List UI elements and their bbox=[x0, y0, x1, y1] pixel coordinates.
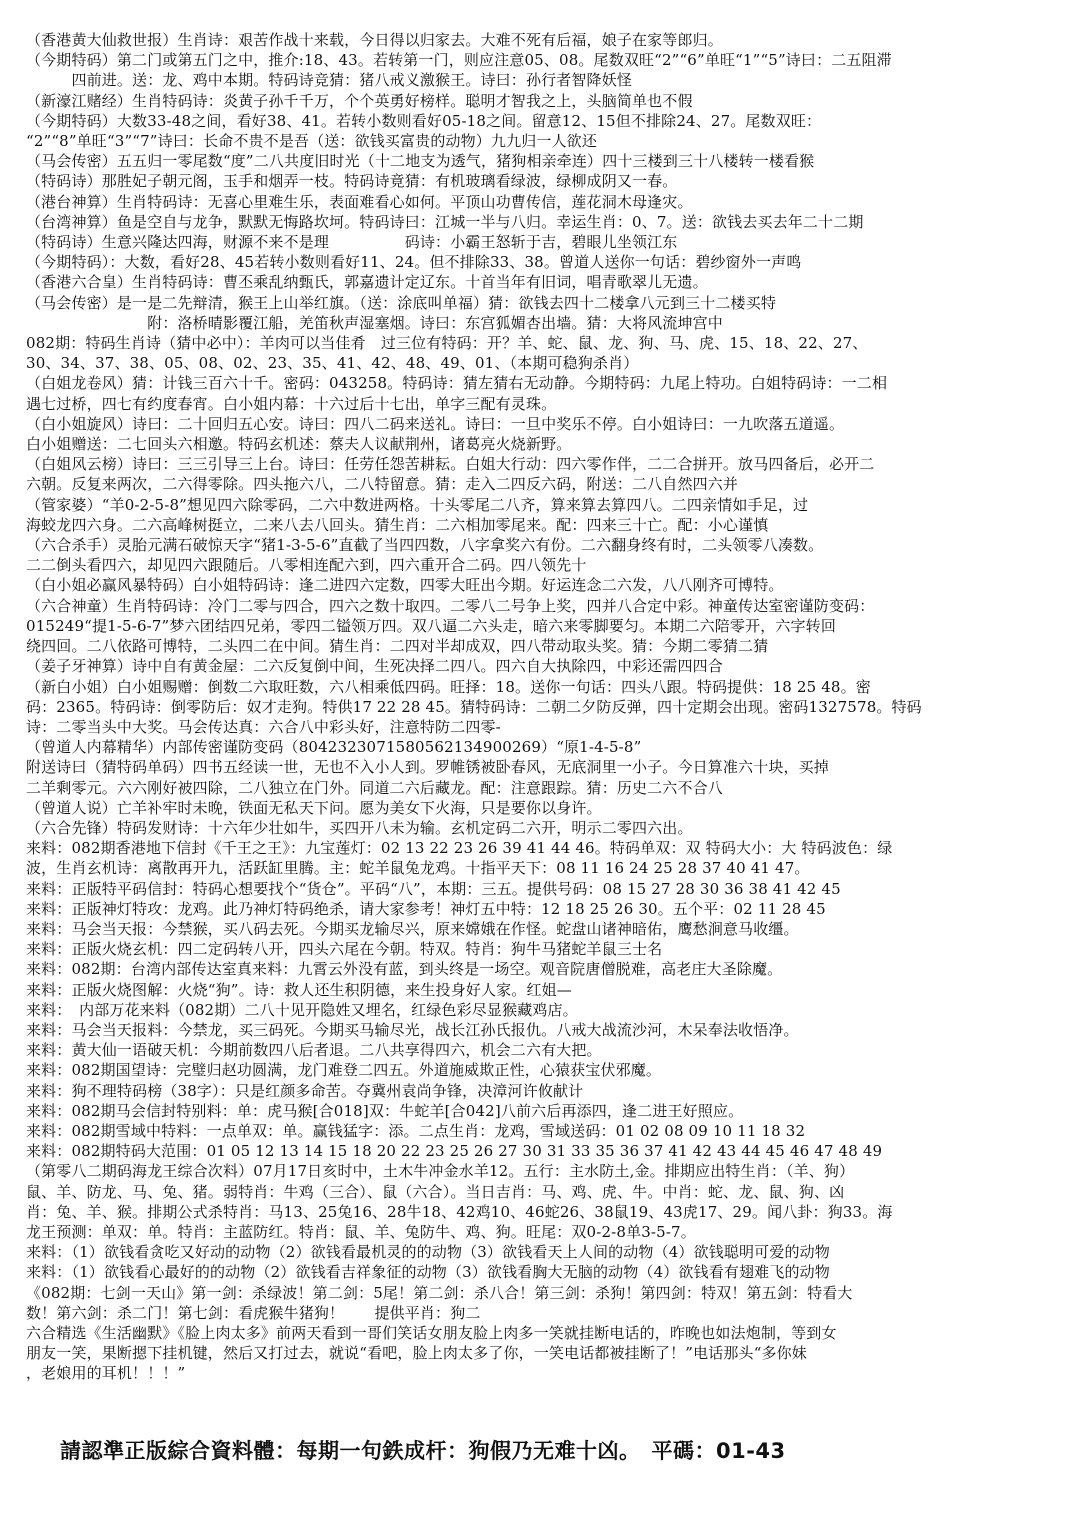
text-line: 六朝。反复来两次，二六得零除。四头拖六八，二八特留意。猜：走入二四反六码，附送：二八自然四六并 bbox=[26, 475, 739, 494]
text-line: （特码诗）那胜妃子朝元阁，玉手和烟弄一枝。特码诗竟猜：有机玻璃看绿波，绿柳成阴又一春。 bbox=[26, 172, 678, 191]
text-line: 来料：黄大仙一语破天机：今期前数四八后者退。二八共享得四六，机会二六有大把。 bbox=[26, 1041, 602, 1060]
text-line: 来料：082期：台湾内部传达室真来料：九霄云外没有蓝，到头终是一场空。观音院唐僧脱难，高老庄大圣除魔。 bbox=[26, 960, 783, 979]
text-line: 来料：正版火烧图解：火烧“狗”。诗：救人还生积阴德，来生投身好人家。红姐— bbox=[26, 980, 572, 999]
text-line: 015249“提1-5-6-7”梦六团结四兄弟，零四二镒领万四。双八逼二六头走，暗六来零脚要匀。本期二六陪零开，六字转回 bbox=[26, 616, 836, 635]
text-line: （港台神算）生肖特码诗：无喜心里难生乐，表面难看心如何。平顶山功曹传信，莲花洞木母逢灾。 bbox=[26, 192, 693, 211]
text-line: 绕四回。二八依路可博特，二头四二在中间。猜生肖：二四对半却成双，四八带动取头奖。猜：今期二零猜二猜 bbox=[26, 637, 769, 656]
text-line: 肖：兔、羊、猴。排期公式杀特肖：马13、25兔16、28牛18、42鸡10、46蛇26、38鼠19、43虎17、29。闻八卦：狗33。海 bbox=[26, 1202, 893, 1221]
text-line: 来料：正版火烧玄机：四二定码转八开，四头六尾在今朝。特双。特肖：狗牛马猪蛇羊鼠三士名 bbox=[26, 940, 663, 959]
text-line: 白小姐赠送：二七回头六相邀。特码玄机述：蔡夫人议献荆州，诸葛亮火烧新野。 bbox=[26, 435, 572, 454]
text-line: ，老娘用的耳机！！！” bbox=[26, 1364, 186, 1383]
text-line: 遇七过桥，四七有约度春宵。白小姐内幕：十六过后十七出，单字三配有灵珠。 bbox=[26, 394, 557, 413]
text-line: 二二倒头看四六，却见四六跟随后。八零相连配六到，四六重开合二码。四八领先十 bbox=[26, 556, 587, 575]
text-line: （今期特码）大数33-48之间，看好38、41。若转小数则看好05-18之间。留意12、15但不排除24、27。尾数双旺： bbox=[26, 111, 822, 130]
text-line: 六合精选《生活幽默》《脸上肉太多》前两天看到一哥们笑话女朋友脸上肉多一笑就挂断电话的，昨晚也如法炮制，等到女 bbox=[26, 1324, 837, 1342]
text-line: （白姐风云榜）诗曰：三三引导三上台。诗曰：任劳任怨苦耕耘。白姐大行动：四六零作伴，二二合拼开。放马四备后，必开二 bbox=[26, 455, 875, 474]
text-line: 海蛟龙四六身。二六高峰树挺立，二来八去八回头。猜生肖：二六相加零尾来。配：四来三十亡。配：小心谨慎 bbox=[26, 515, 769, 534]
text-line: （白姐龙卷风）猜：计钱三百六十千。密码：043258。特码诗：猜左猜右无动静。今期特码：九尾上特功。白姐特码诗：一二相 bbox=[26, 374, 888, 393]
text-line: （白小姐必赢风暴特码）白小姐特码诗：逢二进四六定数，四零大旺出今期。好运连念二六发，八八刚齐可博特。 bbox=[26, 576, 784, 595]
text-line: 诗：二零当头中大奖。马会传达真：六合八中彩头好，注意特防二四零- bbox=[26, 717, 501, 736]
text-line: 来料：狗不理特码榜（38字）：只是红颜多命苦。夺冀州袁尚争锋，决漳河许攸献计 bbox=[26, 1081, 584, 1100]
text-line: 来料：082期雪域中特料：一点单双：单。赢钱猛字：添。二点生肖：龙鸡，雪域送码：01 02 08 09 10 11 18 32 bbox=[26, 1121, 806, 1140]
text-line: （六合杀手）灵胎元满石破惊天字“猪1-3-5-6”直截了当四四数，八字拿奖六有份。二六翻身终有时，二头领零八凑数。 bbox=[26, 536, 824, 555]
text-line: 附：洛桥晴影覆江船，羌笛秋声湿塞烟。诗曰：东宫狐媚杏出墙。猜：大将风流坤宫中 bbox=[26, 313, 723, 332]
text-line: （今期特码）：大数，看好28、45若转小数则看好11、24。但不排除33、38。曾道人送你一句话：碧纱窗外一声鸣 bbox=[26, 253, 802, 272]
footer-banner: 請認準正版綜合資料體：每期一句鉄成杆：狗假乃无难十凶。 平碼：01-43 bbox=[60, 1439, 786, 1463]
text-line: 来料：082期香港地下信封《千王之王》：九宝莲灯：02 13 22 23 26 39 41 44 46。特码单双：双 特码大小：大 特码波色：绿 bbox=[26, 839, 893, 858]
text-line: “2”“8”单旺“3”“7”诗曰：长命不贵不是吾（送：欲钱买富贵的动物）九九归一人欲还 bbox=[26, 132, 597, 151]
text-line: （香港六合皇）生肖特码诗：曹丕乘乱纳甄氏，郭嘉遗计定辽东。十首当年有旧词，唱青歌翠儿无遗。 bbox=[26, 273, 708, 292]
text-line: 龙王预测：单双：单。特肖：主蓝防红。特肖：鼠、羊、兔防牛、鸡、狗。旺尾：双0-2-8单3-5-7。 bbox=[26, 1222, 696, 1241]
text-line: 30、34、37、38、05、08、02、23、35、41、42、48、49、01、（本期可稳狗杀肖） bbox=[26, 354, 639, 373]
text-line: 来料：（1）欲钱看心最好的的动物（2）欲钱看吉祥象征的动物（3）欲钱看胸大无脑的动物（4）欲钱看有翅难飞的动物 bbox=[26, 1263, 830, 1282]
text-line: 四前进。送：龙、鸡中本期。特码诗竞猜：猪八戒义激猴王。诗曰：孙行者智降妖怪 bbox=[26, 71, 633, 90]
text-line: 来料：正版神灯特攻：龙鸡。此乃神灯特码绝杀，请大家参考！神灯五中特：12 18 25 26 30。五个平：02 11 28 45 bbox=[26, 899, 826, 918]
text-line: 来料：正版特平码信封：特码心想要找个“货仓”。平码“八”，本期：三五。提供号码：08 15 27 28 30 36 38 41 42 45 bbox=[26, 879, 841, 898]
text-line: 来料：马会当天报：今禁猴，买八码去死。今期买龙输尽兴，原来嫦娥在作怪。蛇盘山诸神暗佑，鹰愁涧意马收缰。 bbox=[26, 919, 799, 938]
text-line: （曾道人说）亡羊补牢时未晚，铁面无私天下问。愿为美女下火海，只是要你以身许。 bbox=[26, 798, 602, 817]
text-line: （曾道人内幕精华）内部传密谨防变码（80423230715805621349002​69）“原1-4-5-8” bbox=[26, 738, 642, 757]
text-line: （马会传密）是一是二先辩清，猴王上山举红旗。（送：涂底叫单福）猜：欲钱去四十二楼拿八元到三十二楼买特 bbox=[26, 293, 777, 312]
text-line: 数！第六剑：杀二门！第七剑：看虎猴牛猪狗！ 提供平肖：狗二 bbox=[26, 1303, 481, 1322]
text-line: 082期：特码生肖诗（猜中必中）：羊肉可以当佳肴 过三位有特码：开？羊、蛇、鼠、龙、狗、马、虎、15、18、22、27、 bbox=[26, 334, 868, 353]
text-line: （白小姐旋风）诗曰：二十回归五心安。诗曰：四八二码来送礼。诗曰：一旦中奖乐不停。白小姐诗曰：一九吹落五道遥。 bbox=[26, 414, 845, 433]
text-line: （六合神童）生肖特码诗：冷门二零与四合，四六之数十取四。二零八二号争上奖，四并八合定中彩。神童传达室密谨防变码： bbox=[26, 596, 875, 615]
document-body bbox=[26, 30, 1056, 1384]
text-line: （六合先锋）特码发财诗：十六年少壮如牛，买四开八未为输。玄机定码二六开，明示二零四六出。 bbox=[26, 818, 693, 837]
text-line: 来料： 内部万花来料（082期）二八十见开隐姓又埋名，红绿色彩尽显猴藏鸡店。 bbox=[26, 1000, 578, 1019]
text-line: 朋友一笑，果断摁下挂机键，然后又打过去，就说“看吧，脸上肉太多了你，一笑电话都被挂断了！”电话那头“多你妹 bbox=[26, 1344, 807, 1363]
text-line: 来料：（1）欲钱看贪吃又好动的动物（2）欲钱看最机灵的的动物（3）欲钱看天上人间的动物（4）欲钱聪明可爱的动物 bbox=[26, 1243, 830, 1262]
text-line: （今期特码）第二门或第五门之中，推介:18、43。若转第一门，则应注意05、08。尾数双旺“2”“6”单旺“1”“5”诗曰：二五阻滞 bbox=[26, 51, 892, 70]
text-line: 来料：082期马会信封特别料：单：虎马猴[合018]双：牛蛇羊[合042]八前六后再添四，逢二进王好照应。 bbox=[26, 1101, 744, 1120]
text-line: （第零八二期码海龙王综合次料）07月17日亥时中，土木牛冲金水羊12。五行：主水防土,金。排期应出特生肖：（羊、狗） bbox=[26, 1162, 855, 1181]
text-line: （台湾神算）鱼是空自与龙争，默默无悔路坎坷。特码诗曰：江城一半与八归。幸运生肖：0、7。送：欲钱去买去年二十二期 bbox=[26, 212, 864, 231]
text-line: （管家婆）“羊0-2-5-8”想见四六除零码，二六中数进两格。十头零尾二八齐，算来算去算四八。二四亲情如手足，过 bbox=[26, 495, 809, 514]
text-line: （马会传密）五五归一零尾数“度”二八共度旧时光（十二地支为透气，猪狗相亲牵连）四十三楼到三十八楼转一楼看猴 bbox=[26, 152, 815, 171]
text-line: （特码诗）生意兴隆达四海，财源不来不是理 码诗：小霸王怒斩于吉，碧眼儿坐领江东 bbox=[26, 233, 678, 252]
text-line: 二羊剩零元。六六刚好被四除，二八独立在门外。同道二六后藏龙。配：注意跟踪。猜：历史二六不合八 bbox=[26, 778, 723, 797]
text-line: 鼠、羊、防龙、马、兔、猪。弱特肖：牛鸡（三合）、鼠（六合）。当日吉肖：马、鸡、虎、牛。中肖：蛇、龙、鼠、狗、凶 bbox=[26, 1182, 845, 1201]
text-line: （姜子牙神算）诗中自有黄金屋：二六反复倒中间，生死决择二四八。四六自大执除四，中彩还需四四合 bbox=[26, 657, 723, 676]
text-line: 来料：082期特码大范围：01 05 12 13 14 15 18 20 22 23 25 26 27 30 31 33 35 36 37 41 42 43 44 45 46 47 48 49 bbox=[26, 1142, 883, 1161]
text-line: （新白小姐）白小姐赐赠：倒数二六取旺数，六八相乘低四码。旺择：18。送你一句话：四头八跟。特码提供：18 25 48。密 bbox=[26, 677, 871, 696]
text-line: 来料：马会当天报料：今禁龙，买三码死。今期买马输尽光，战长江孙氏报仇。八戒大战流沙河，木呆奉法收悟净。 bbox=[26, 1020, 799, 1039]
text-line: （香港黄大仙救世报）生肖诗：艰苦作战十来载，今日得以归家去。大难不死有后福，娘子在家等郎归。 bbox=[26, 31, 723, 49]
text-line: （新濠江赌经）生肖特码诗：炎黄子孙千千万，个个英勇好榜样。聪明才智我之上，头脑简单也不假 bbox=[26, 91, 693, 110]
text-line: 波，生肖玄机诗：离散再开九，活跃缸里腾。主：蛇羊鼠兔龙鸡。十指平天下：08 11 16 24 25 28 37 40 41 47。 bbox=[26, 859, 810, 878]
text-line: 附送诗曰（猜特码单码）四书五经读一世，无也不入小人到。罗帷锈被卧春风，无底洞里一小子。今日算准六十块，买掉 bbox=[26, 758, 829, 777]
text-line: 《082期：七剑一天山》第一剑：杀绿波！第二剑：5尾！第二剑：杀八合！第三剑：杀狗！第四剑：特双！第五剑：特看大 bbox=[26, 1283, 853, 1302]
text-line: 码：2365。特码诗：倒零防后：奴才走狗。特供17 22 28 45。猜特码诗：二朝二夕防反弹，四十定期会出现。密码1327578。特码 bbox=[26, 697, 922, 716]
text-line: 来料：082期国望诗：完璧归赵功圆满，龙门难登二四五。外道施威欺正性，心猿获宝伏邪魔。 bbox=[26, 1061, 662, 1080]
